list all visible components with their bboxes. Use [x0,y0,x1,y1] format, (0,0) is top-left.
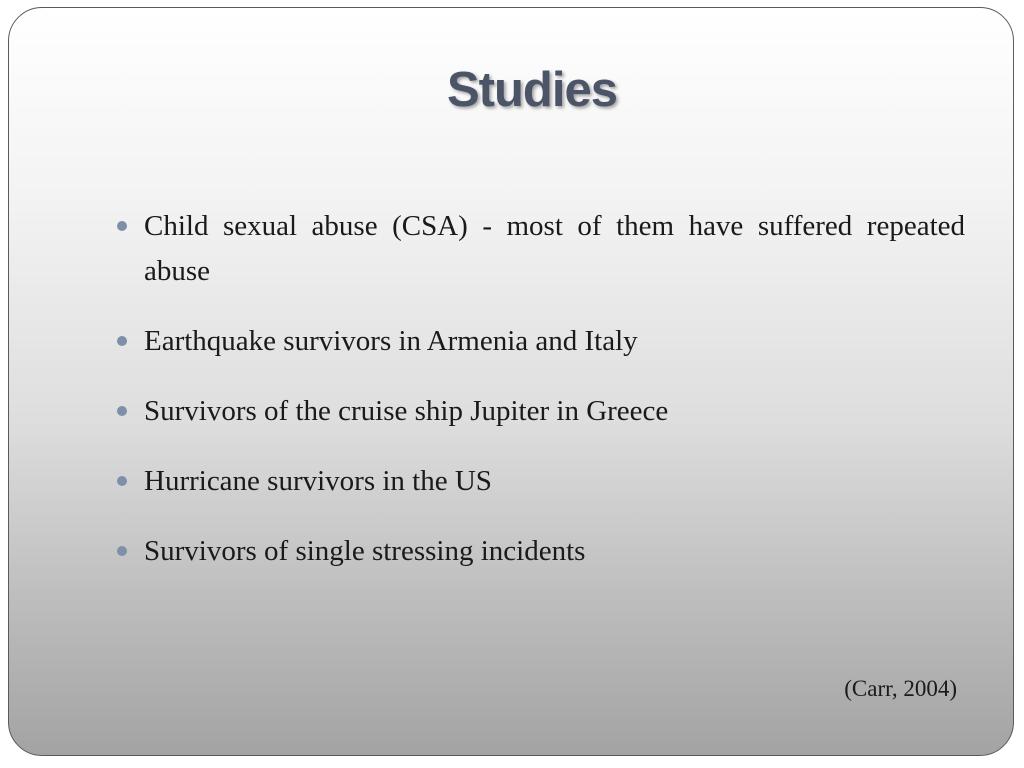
bullet-icon [117,406,127,416]
bullet-item [117,204,965,294]
bullet-icon [117,476,127,486]
bullet-text: Hurricane survivors in the US [144,465,492,497]
bullet-item [117,459,965,504]
bullet-text: Survivors of the cruise ship Jupiter in Greece [144,395,669,427]
bullet-text: Earthquake survivors in Armenia and Italy [144,325,638,357]
slide [8,7,1014,756]
bullet-text: Survivors of single stressing incidents [144,535,586,567]
bullet-item [117,529,965,574]
citation: (Carr, 2004) [844,676,957,701]
bullet-icon [117,336,127,346]
bullet-icon [117,546,127,556]
bullet-list [117,204,965,599]
slide-title: Studies [447,63,617,117]
bullet-item [117,389,965,434]
bullet-icon [117,221,127,231]
bullet-text: Child sexual abuse (CSA) - most of them have suffered repeated abuse [144,210,965,287]
bullet-item [117,319,965,364]
